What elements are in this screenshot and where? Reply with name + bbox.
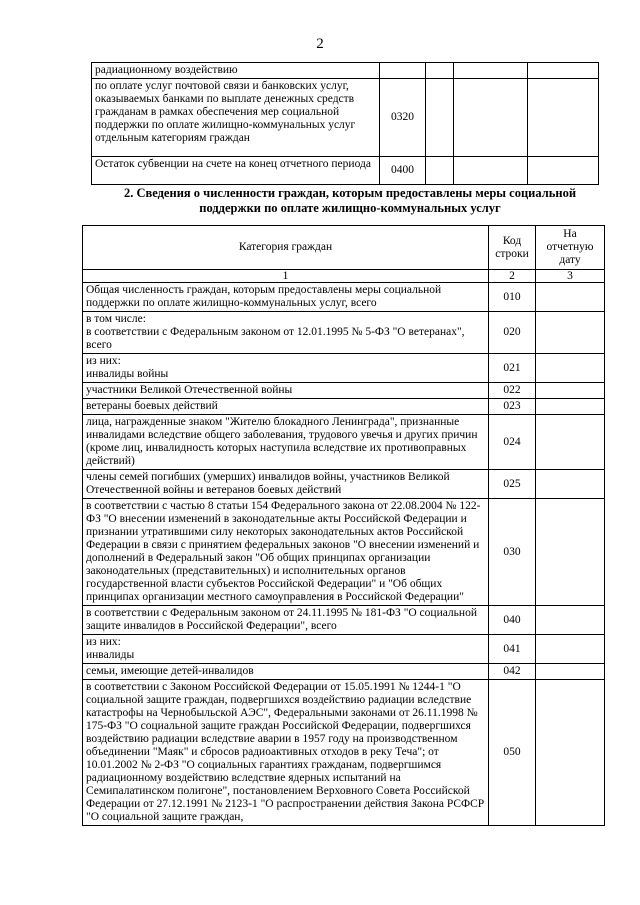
row-label: радиационному воздействию: [92, 63, 380, 79]
row-code: 041: [489, 635, 536, 664]
empty-cell: [528, 157, 599, 185]
table-row: [83, 606, 605, 635]
row-code: 040: [489, 606, 536, 635]
column-number: 3: [536, 270, 605, 283]
row-label: в соответствии с частью 8 статьи 154 Федерального закона от 22.08.2004 № 122-ФЗ "О внесении изменений в законодательные акты Российской Федерации и признании утратившими силу некоторых законодательных актов Российской Федерации в связи с принятием федеральных законов "О внесении изменений и дополнений в Федеральный закон "Об общих принципах организации законодательных (представительных) и исполнительных органов государственной власти субъектов Российской Федерации" и "Об общих принципах организации местного самоуправления в Российской Федерации": [83, 499, 489, 606]
empty-cell: [528, 79, 599, 157]
table-row: [83, 283, 605, 312]
row-code: 020: [489, 312, 536, 354]
table-row: [92, 79, 599, 157]
value-cell: [536, 664, 605, 680]
row-code: 042: [489, 664, 536, 680]
value-cell: [536, 680, 605, 826]
row-code: [380, 63, 426, 79]
row-label: лица, награжденные знаком "Жителю блокадного Ленинграда", признанные инвалидами вследствие общего заболевания, трудового увечья и других причин (кроме лиц, инвалидность которых наступила вследствие их противоправных действий): [83, 415, 489, 470]
row-label: по оплате услуг почтовой связи и банковских услуг, оказываемых банками по выплате денежных средств гражданам в рамках обеспечения мер социальной поддержки по оплате жилищно-коммунальных услуг отдельным категориям граждан: [92, 79, 380, 157]
value-cell: [536, 499, 605, 606]
value-cell: [536, 383, 605, 399]
row-label: Общая численность граждан, которым предоставлены меры социальной поддержки по оплате жилищно-коммунальных услуг, всего: [83, 283, 489, 312]
value-cell: [536, 312, 605, 354]
row-label: в соответствии с Законом Российской Федерации от 15.05.1991 № 1244-1 "О социальной защите граждан, подвергшихся воздействию радиации вследствие катастрофы на Чернобыльской АЭС", Федеральными законами от 26.11.1998 № 175-ФЗ "О социальной защите граждан Российской Федерации, подвергшихся воздействию радиации вследствие аварии в 1957 году на производственном объединении "Маяк" и сбросов радиоактивных отходов в реку Теча"; от 10.01.2002 № 2-ФЗ "О социальных гарантиях гражданам, подвергшимся радиационному воздействию вследствие ядерных испытаний на Семипалатинском полигоне", постановлением Верховного Совета Российской Федерации от 27.12.1991 № 2123-1 "О распространении действия Закона РСФСР "О социальной защите граждан,: [83, 680, 489, 826]
row-code: 021: [489, 354, 536, 383]
value-cell: [536, 399, 605, 415]
row-code: 030: [489, 499, 536, 606]
table-row: [83, 354, 605, 383]
row-code: 024: [489, 415, 536, 470]
table-row: [92, 157, 599, 185]
value-cell: [536, 354, 605, 383]
row-label: в соответствии с Федеральным законом от 24.11.1995 № 181-ФЗ "О социальной защите инвалидов в Российской Федерации", всего: [83, 606, 489, 635]
value-cell: [536, 470, 605, 499]
empty-cell: [528, 63, 599, 79]
table-row: [83, 470, 605, 499]
row-label: члены семей погибших (умерших) инвалидов войны, участников Великой Отечественной войны и ветеранов боевых действий: [83, 470, 489, 499]
empty-cell: [426, 157, 454, 185]
row-code: 0400: [380, 157, 426, 185]
table-row: [83, 680, 605, 826]
header-row: [83, 226, 605, 270]
page-number: 2: [316, 36, 324, 52]
row-code: 023: [489, 399, 536, 415]
empty-cell: [454, 157, 528, 185]
header-date: На отчетную дату: [536, 226, 605, 270]
table-row: [92, 63, 599, 79]
row-code: 0320: [380, 79, 426, 157]
subsidy-table-continued: [91, 62, 599, 185]
row-code: 025: [489, 470, 536, 499]
row-code: 022: [489, 383, 536, 399]
table-row: [83, 499, 605, 606]
row-label: семьи, имеющие детей-инвалидов: [83, 664, 489, 680]
empty-cell: [454, 63, 528, 79]
value-cell: [536, 415, 605, 470]
column-number: 2: [489, 270, 536, 283]
value-cell: [536, 635, 605, 664]
table-row: [83, 664, 605, 680]
row-code: 050: [489, 680, 536, 826]
header-code: Код строки: [489, 226, 536, 270]
table-row: [83, 312, 605, 354]
table-row: [83, 383, 605, 399]
value-cell: [536, 606, 605, 635]
table-row: [83, 415, 605, 470]
row-label: из них: инвалиды войны: [83, 354, 489, 383]
column-number-row: [83, 270, 605, 283]
empty-cell: [426, 63, 454, 79]
row-label: Остаток субвенции на счете на конец отчетного периода: [92, 157, 380, 185]
column-number: 1: [83, 270, 489, 283]
empty-cell: [426, 79, 454, 157]
table-row: [83, 399, 605, 415]
row-label: участники Великой Отечественной войны: [83, 383, 489, 399]
row-label: в том числе: в соответствии с Федеральным законом от 12.01.1995 № 5-ФЗ "О ветеранах", всего: [83, 312, 489, 354]
header-category: Категория граждан: [83, 226, 489, 270]
section-title: 2. Сведения о численности граждан, которым предоставлены меры социальной поддержки по оплате жилищно-коммунальных услуг: [123, 186, 577, 215]
row-label: из них: инвалиды: [83, 635, 489, 664]
empty-cell: [454, 79, 528, 157]
table-row: [83, 635, 605, 664]
value-cell: [536, 283, 605, 312]
row-code: 010: [489, 283, 536, 312]
citizens-count-table: [82, 225, 605, 826]
row-label: ветераны боевых действий: [83, 399, 489, 415]
